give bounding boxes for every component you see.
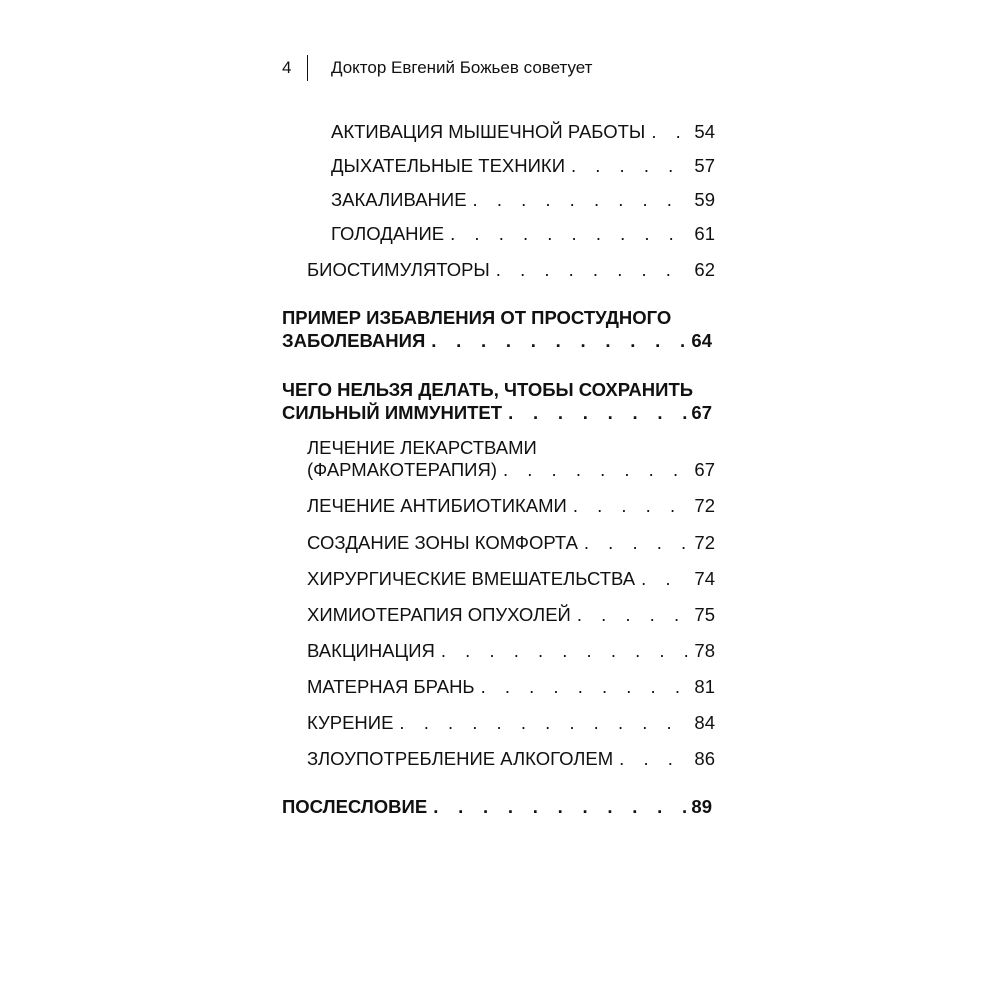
toc-entry[interactable] [307,676,715,698]
toc-entry-title: АКТИВАЦИЯ МЫШЕЧНОЙ РАБОТЫ [331,121,646,142]
toc-entry-title: ПОСЛЕСЛОВИЕ [282,796,428,817]
toc-leader-dots [619,748,690,770]
toc-entry[interactable] [307,495,715,517]
toc-entry-page: 84 [694,712,715,733]
toc-entry-page: 62 [694,259,715,280]
toc-leader-dots [431,330,687,352]
toc-entry-page: 72 [694,495,715,516]
toc-leader-dots [496,259,691,281]
toc-entry-title: БИОСТИМУЛЯТОРЫ [307,259,490,280]
toc-entry-page: 67 [694,459,715,480]
toc-entry[interactable] [307,712,715,734]
toc-entry-title: КУРЕНИЕ [307,712,394,733]
toc-entry-title: ХИМИОТЕРАПИЯ ОПУХОЛЕЙ [307,604,571,625]
running-title: Доктор Евгений Божьев советует [331,58,593,77]
toc-entry[interactable] [282,796,712,818]
toc-leader-dots [584,532,691,554]
toc-entry-title: ВАКЦИНАЦИЯ [307,640,435,661]
toc-entry-title: ГОЛОДАНИЕ [331,223,445,244]
toc-entry-page: 64 [691,330,712,351]
toc-entry-line1[interactable]: ЛЕЧЕНИЕ ЛЕКАРСТВАМИ [307,437,537,458]
toc-leader-dots [577,604,691,626]
toc-leader-dots [503,459,690,481]
toc-leader-dots [651,121,690,143]
toc-entry[interactable] [331,223,715,245]
toc-leader-dots [641,568,690,590]
toc-leader-dots [433,796,687,818]
toc-entry[interactable] [307,459,715,481]
toc-entry-line1[interactable]: ЧЕГО НЕЛЬЗЯ ДЕЛАТЬ, ЧТОБЫ СОХРАНИТЬ [282,379,694,400]
toc-entry[interactable] [331,189,715,211]
toc-entry[interactable] [282,402,712,424]
toc-entry-page: 57 [694,155,715,176]
toc-entry-line1[interactable]: ПРИМЕР ИЗБАВЛЕНИЯ ОТ ПРОСТУДНОГО [282,307,672,328]
toc-leader-dots [441,640,691,662]
toc-leader-dots [571,155,690,177]
toc-entry-title: ЗАБОЛЕВАНИЯ [282,330,426,351]
toc-entry-title: ЗАКАЛИВАНИЕ [331,189,467,210]
toc-entry-page: 59 [694,189,715,210]
toc-entry[interactable] [331,121,715,143]
toc-entry-page: 61 [694,223,715,244]
page-number: 4 [282,58,292,77]
toc-entry-title: (ФАРМАКОТЕРАПИЯ) [307,459,497,480]
toc-leader-dots [481,676,691,698]
toc-entry-page: 81 [694,676,715,697]
toc-leader-dots [450,223,690,245]
toc-entry[interactable] [307,532,715,554]
toc-entry-title: ЗЛОУПОТРЕБЛЕНИЕ АЛКОГОЛЕМ [307,748,614,769]
toc-entry-title: СОЗДАНИЕ ЗОНЫ КОМФОРТА [307,532,578,553]
toc-entry-page: 72 [694,532,715,553]
toc-entry[interactable] [331,155,715,177]
toc-entry[interactable] [307,604,715,626]
toc-entry-title: ДЫХАТЕЛЬНЫЕ ТЕХНИКИ [331,155,565,176]
toc-entry-page: 89 [691,796,712,817]
toc-leader-dots [473,189,691,211]
toc-entry-title: ЛЕЧЕНИЕ АНТИБИОТИКАМИ [307,495,567,516]
toc-entry[interactable] [282,330,712,352]
toc-entry-page: 86 [694,748,715,769]
toc-entry[interactable] [307,568,715,590]
toc-entry[interactable] [307,748,715,770]
toc-leader-dots [573,495,691,517]
toc-leader-dots [508,402,687,424]
toc-entry[interactable] [307,259,715,281]
toc-entry-title: ХИРУРГИЧЕСКИЕ ВМЕШАТЕЛЬСТВА [307,568,636,589]
toc-entry-page: 78 [694,640,715,661]
toc-entry-page: 75 [694,604,715,625]
toc-entry[interactable] [307,640,715,662]
toc-entry-title: МАТЕРНАЯ БРАНЬ [307,676,475,697]
toc-leader-dots [399,712,690,734]
toc-entry-title: СИЛЬНЫЙ ИММУНИТЕТ [282,402,503,423]
toc-entry-page: 67 [691,402,712,423]
toc-entry-page: 74 [694,568,715,589]
toc-entry-page: 54 [694,121,715,142]
